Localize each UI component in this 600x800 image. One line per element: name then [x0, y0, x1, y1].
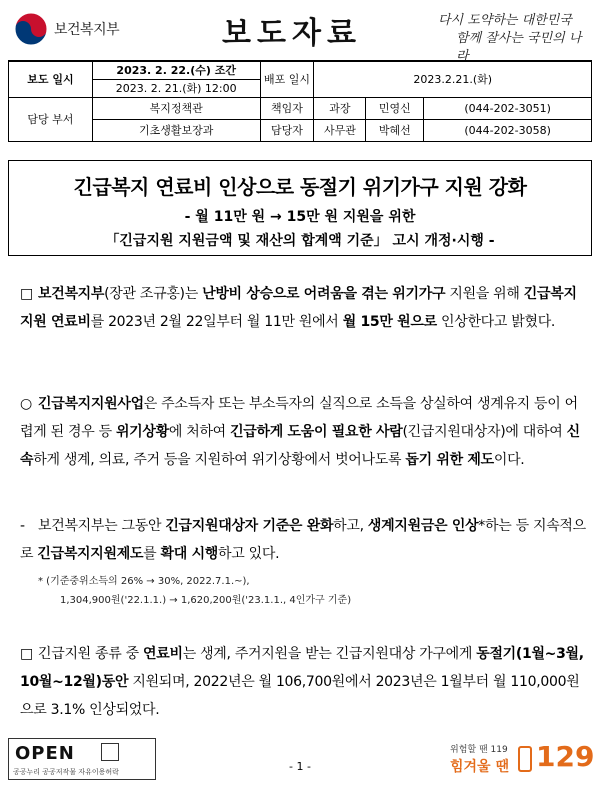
- p3-text-e: *하는 등 지속적으로: [20, 518, 586, 562]
- responsible-name: 민영신: [366, 97, 424, 119]
- p2-text-h: 하게 생계, 의료, 주거 등을 지원하여 위기상황에서 벗어나도록: [33, 452, 406, 468]
- p2-text-j: 이다.: [493, 452, 525, 468]
- p2-text-c: 위기상황: [115, 424, 169, 440]
- footnote-line-2: 1,304,900원('22.1.1.) → 1,620,200원('23.1.1., 4인가구 기준): [60, 595, 352, 606]
- p3-text-c: 하고,: [333, 518, 368, 534]
- press-header: [0, 0, 600, 62]
- contact-phone: (044-202-3058): [424, 119, 592, 141]
- p3-text-a: 보건복지부는 그동안: [38, 518, 166, 534]
- p4-text-b: 연료비: [143, 646, 183, 662]
- subheadline-2: 「긴급지원 지원금액 및 재산의 합계액 기준」 고시 개정·시행 -: [105, 233, 495, 249]
- paragraph-2: [20, 390, 588, 474]
- phone-icon: [518, 746, 532, 772]
- kogl-open-badge: [8, 738, 156, 780]
- p2-text-g: 신속: [20, 424, 580, 468]
- slogan-line-2: 함께 잘사는 국민의 나라: [456, 31, 582, 64]
- responsible-phone: (044-202-3051): [424, 97, 592, 119]
- paragraph-4: [20, 640, 588, 724]
- press-release-title: 보도자료: [222, 16, 362, 51]
- distribution-value: 2023.2.21.(화): [314, 61, 592, 97]
- p1-text-d: 지원을 위해: [445, 286, 524, 302]
- square-bullet-icon: □: [20, 286, 33, 302]
- taegeuk-emblem-icon: [14, 12, 48, 46]
- distribution-label: 배포 일시: [260, 61, 314, 97]
- p1-ministry: 보건복지부: [38, 286, 105, 302]
- p1-text-g: 월 15만 원으로: [342, 314, 437, 330]
- contact-title: 사무관: [314, 119, 366, 141]
- p1-text-c: 난방비 상승으로 어려움을 겪는 위기가구: [202, 286, 446, 302]
- footnote: [38, 572, 588, 610]
- contact-label: 담당자: [260, 119, 314, 141]
- footnote-line-1: * (기준중위소득의 26% → 30%, 2022.7.1.~),: [38, 576, 250, 587]
- department-2: 기초생활보장과: [92, 119, 260, 141]
- embargo-value-1: 2023. 2. 22.(수) 조간: [92, 61, 260, 79]
- ministry-name: 보건복지부: [54, 22, 120, 38]
- p2-text-a: 긴급복지지원사업: [38, 396, 144, 412]
- p2-text-f: (긴급지원대상자)에 대하여: [402, 424, 567, 440]
- government-slogan: [438, 12, 588, 66]
- p4-text-d: 동절기(1월~3월, 10월~12월)동안: [20, 646, 584, 690]
- paragraph-1: [20, 280, 588, 336]
- slogan-line-1: 다시 도약하는 대한민국: [438, 13, 572, 28]
- p4-text-e: 지원되며, 2022년은 월 106,700원에서 2023년은 1월부터 월 110,000원으로 3.1% 인상되었다.: [20, 674, 580, 718]
- press-footer: [0, 738, 600, 800]
- headline: 긴급복지 연료비 인상으로 동절기 위기가구 지원 강화: [73, 175, 527, 199]
- square-bullet-icon: □: [20, 646, 33, 662]
- contact-name: 박혜선: [366, 119, 424, 141]
- department-label: 담당 부서: [9, 97, 93, 141]
- circle-bullet-icon: ○: [20, 396, 32, 412]
- license-icon: [101, 743, 119, 761]
- headline-box: [8, 160, 592, 256]
- p3-text-b: 긴급지원대상자 기준은 완화: [165, 518, 334, 534]
- responsible-label: 책임자: [260, 97, 314, 119]
- page-number: - 1 -: [289, 760, 311, 773]
- p2-text-e: 긴급하게 도움이 필요한 사람: [230, 424, 403, 440]
- p3-text-g: 를: [143, 546, 161, 562]
- hotline-slogan: 힘겨울 땐: [450, 759, 509, 775]
- p4-text-c: 는 생계, 주거지원을 받는 긴급지원대상 가구에게: [182, 646, 477, 662]
- embargo-label: 보도 일시: [9, 61, 93, 97]
- p1-text-h: 인상한다고 밝혔다.: [436, 314, 556, 330]
- p3-text-f: 긴급복지지원제도: [37, 546, 144, 562]
- dash-bullet-icon: -: [20, 518, 25, 534]
- p4-text-a: 긴급지원 종류 중: [38, 646, 144, 662]
- embargo-value-2: 2023. 2. 21.(화) 12:00: [92, 79, 260, 97]
- p3-text-d: 생계지원금은 인상: [367, 518, 479, 534]
- p1-text-e: 긴급복지지원 연료비: [20, 286, 577, 330]
- open-wordmark: OPEN: [15, 743, 75, 764]
- subheadline-1: - 월 11만 원 → 15만 원 지원을 위한: [184, 209, 416, 225]
- p3-text-h: 확대 시행: [160, 546, 219, 562]
- paragraph-3: [20, 512, 588, 568]
- p2-text-d: 에 처하여: [168, 424, 231, 440]
- responsible-title: 과장: [314, 97, 366, 119]
- open-caption: 공공누리 공공저작물 자유이용허락: [13, 768, 119, 776]
- hotline-number: 129: [536, 740, 595, 773]
- p1-text-b: (장관 조규홍)는: [104, 286, 203, 302]
- p1-text-f: 를 2023년 2월 22일부터 월 11만 원에서: [90, 314, 343, 330]
- ministry-logo: [14, 12, 119, 46]
- welfare-hotline: [448, 740, 594, 780]
- hotline-emergency-text: 위험할 땐 119: [450, 745, 508, 755]
- p2-text-i: 돕기 위한 제도: [405, 452, 494, 468]
- release-info-table: [8, 60, 592, 142]
- department-1: 복지정책관: [92, 97, 260, 119]
- p3-text-i: 하고 있다.: [218, 546, 280, 562]
- p2-text-b: 은 주소득자 또는 부소득자의 실직으로 소득을 상실하여 생계유지 등이 어렵게 된 경우 등: [20, 396, 578, 440]
